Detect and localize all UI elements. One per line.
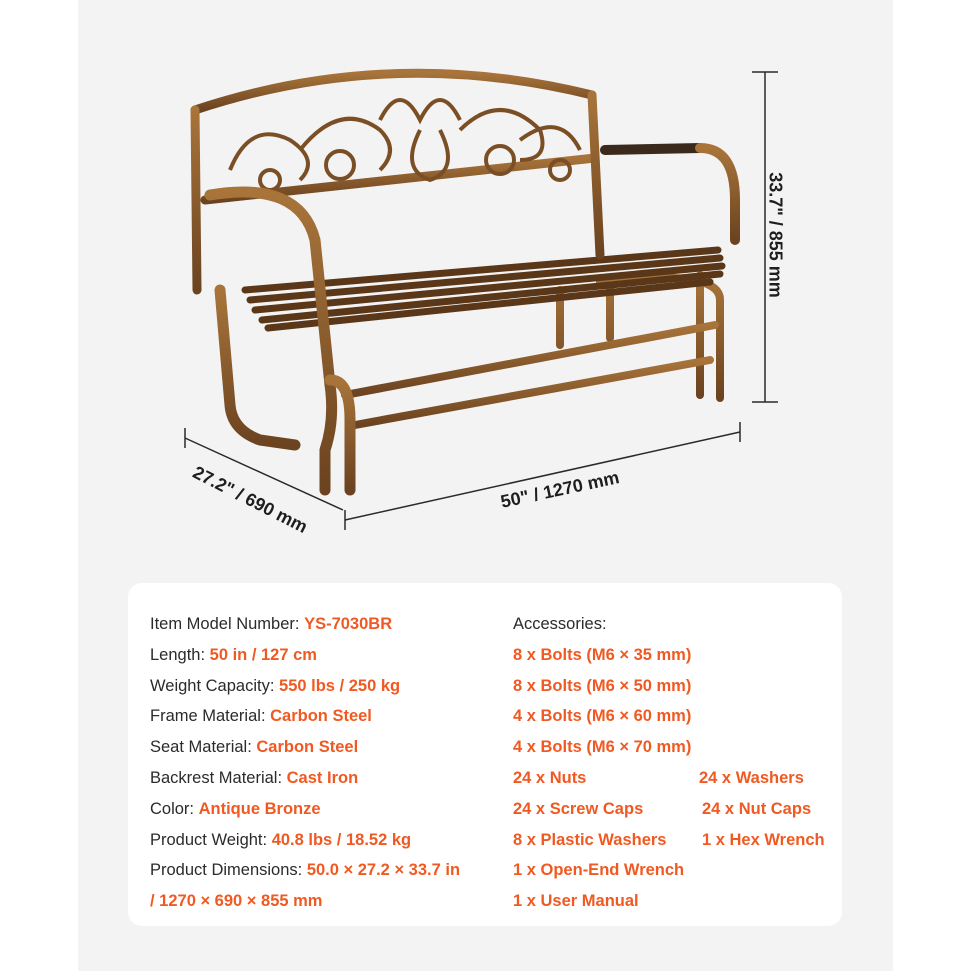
spec-row-dimensions: Product Dimensions: 50.0 × 27.2 × 33.7 in [150, 861, 461, 880]
list-item: 8 x Bolts (M6 × 50 mm) [513, 676, 692, 695]
right-arm [605, 148, 700, 150]
spec-value: 50.0 × 27.2 × 33.7 in [306, 861, 461, 880]
list-item: 8 x Bolts (M6 × 35 mm) [513, 645, 692, 664]
right-arm-support [700, 148, 735, 240]
spec-row-frame: Frame Material: Carbon Steel [150, 707, 372, 726]
spec-value: 50 in / 127 cm [209, 645, 317, 664]
list-item-pair: 24 x Screw Caps 24 x Nut Caps [513, 799, 812, 818]
backrest [195, 73, 600, 290]
spec-value: 40.8 lbs / 18.52 kg [271, 830, 412, 849]
spec-value: Antique Bronze [198, 799, 321, 818]
list-item: 4 x Bolts (M6 × 60 mm) [513, 707, 692, 726]
spec-row-seat: Seat Material: Carbon Steel [150, 738, 359, 757]
spec-value: 550 lbs / 250 kg [279, 676, 401, 695]
spec-row-capacity: Weight Capacity: 550 lbs / 250 kg [150, 676, 401, 695]
list-item-pair: 24 x Nuts 24 x Washers [513, 768, 804, 787]
height-dimension-label: 33.7" / 855 mm [765, 172, 786, 298]
list-item: 1 x User Manual [513, 892, 639, 911]
list-item-pair: 8 x Plastic Washers 1 x Hex Wrench [513, 830, 825, 849]
spec-row-length: Length: 50 in / 127 cm [150, 645, 317, 664]
accessories-heading: Accessories: [513, 615, 607, 633]
spec-row-backrest: Backrest Material: Cast Iron [150, 768, 359, 787]
spec-row-dimensions-metric: / 1270 × 690 × 855 mm [150, 892, 323, 911]
list-item: 4 x Bolts (M6 × 70 mm) [513, 738, 692, 757]
specifications-list [150, 609, 460, 917]
spec-value: Carbon Steel [270, 707, 372, 726]
spec-value: YS-7030BR [304, 615, 393, 633]
list-item: 1 x Open-End Wrench [513, 861, 685, 880]
depth-dimension-label: 27.2" / 690 mm [189, 462, 311, 537]
accessories-list [513, 609, 825, 917]
spec-row-model: Item Model Number: YS-7030BR [150, 615, 393, 633]
spec-row-weight: Product Weight: 40.8 lbs / 18.52 kg [150, 830, 412, 849]
spec-card [128, 583, 842, 926]
length-dimension-label: 50" / 1270 mm [498, 467, 621, 512]
spec-value: Cast Iron [286, 768, 359, 787]
spec-value: Carbon Steel [256, 738, 359, 757]
left-side-frame [210, 192, 350, 490]
spec-row-color: Color: Antique Bronze [150, 799, 321, 818]
